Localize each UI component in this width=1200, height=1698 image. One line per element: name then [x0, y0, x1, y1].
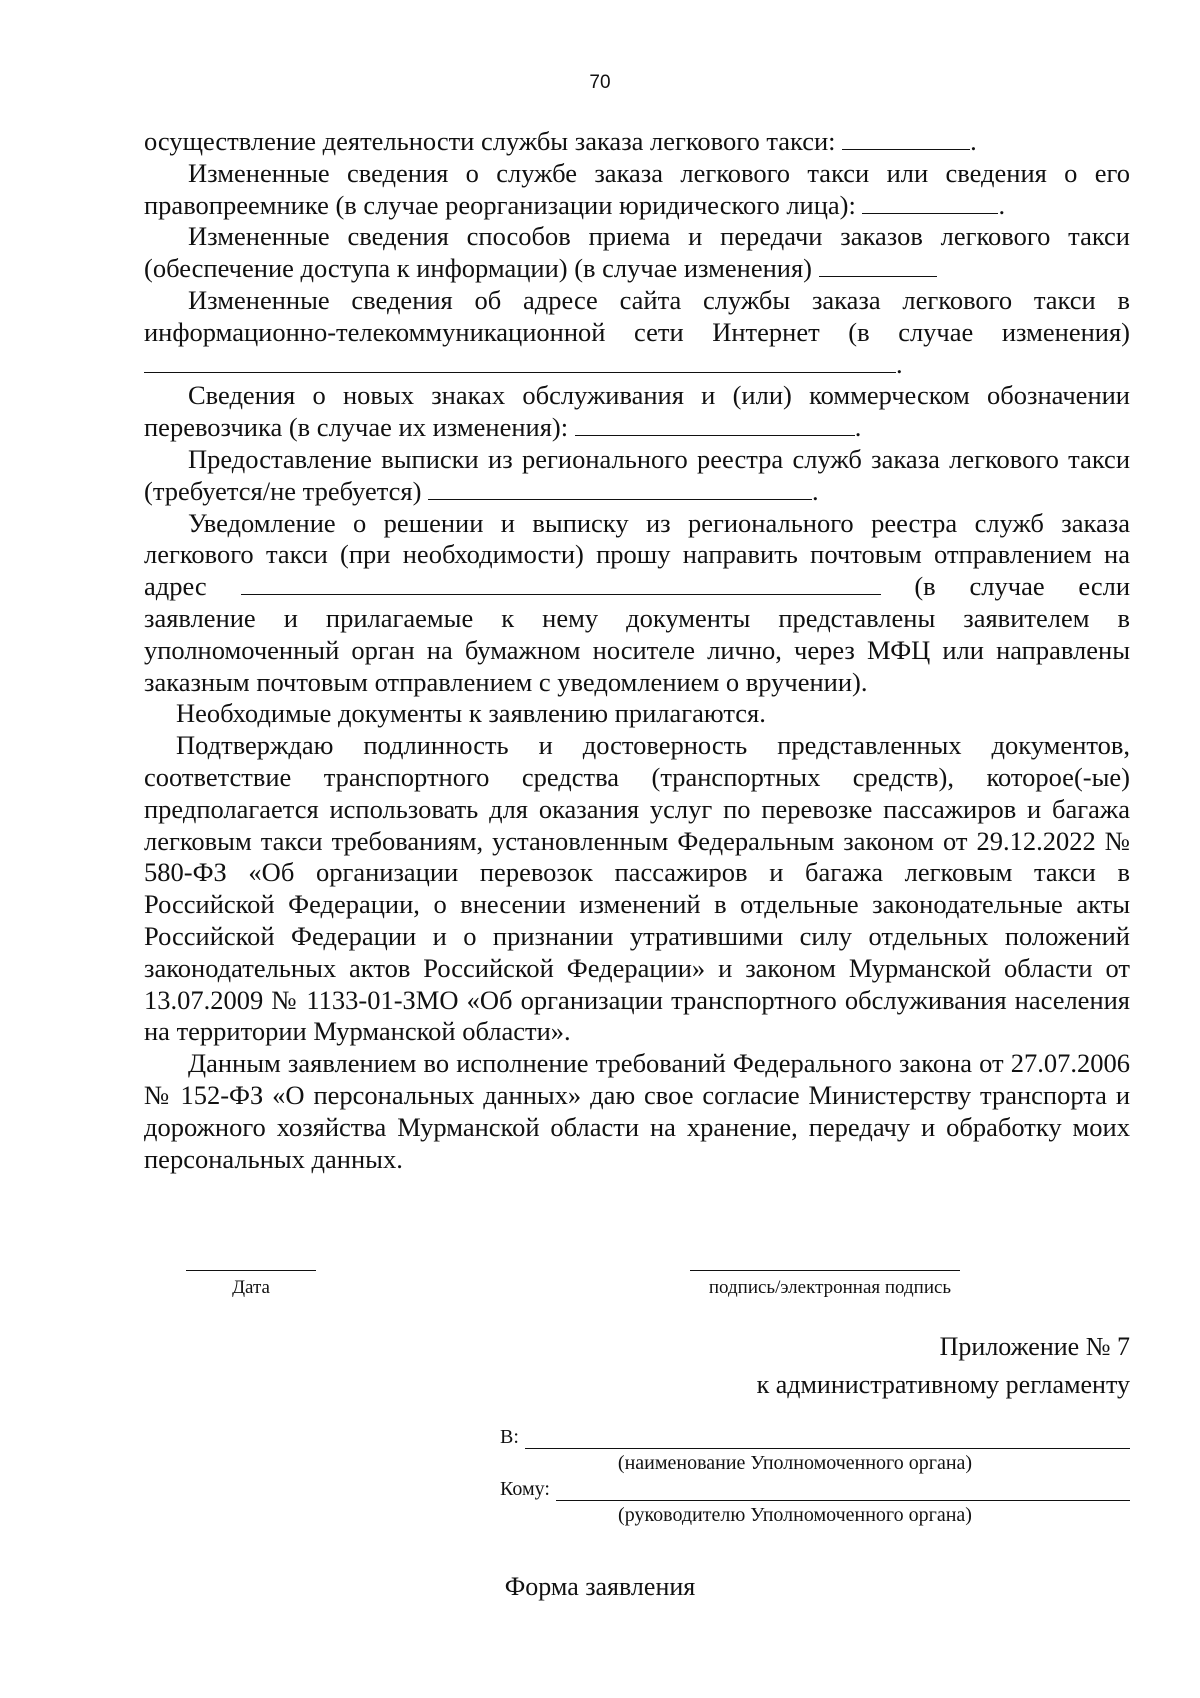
- recipient-authority-line: [525, 1428, 1130, 1449]
- page-number: 70: [589, 72, 611, 93]
- appendix-subtitle: к административному регламенту: [756, 1370, 1130, 1399]
- appendix-number: Приложение № 7: [939, 1332, 1130, 1361]
- fill-blank: [575, 413, 855, 436]
- paragraph-register-extract: Предоставление выписки из регионального реестра служб заказа легкового такси (требуется/не требуется) .: [144, 443, 1130, 506]
- document-body: [144, 126, 1130, 1175]
- recipient-person-line: [556, 1480, 1130, 1501]
- signature-line: [690, 1270, 960, 1271]
- date-signature-field: [186, 1270, 316, 1299]
- paragraph-changed-website: Измененные сведения об адресе сайта службы заказа легкового такси в информационно-телекоммуникационной сети Интернет (в случае изменения) .: [144, 284, 1130, 379]
- recipient-authority-label: В:: [500, 1426, 519, 1448]
- fill-blank: [144, 350, 896, 373]
- paragraph-changed-service-info: Измененные сведения о службе заказа легкового такси или сведения о его правопреемнике (в случае реорганизации юридического лица): .: [144, 157, 1130, 220]
- recipient-person-row: [500, 1478, 1130, 1501]
- recipient-authority-row: [500, 1426, 1130, 1449]
- recipient-authority-caption: (наименование Уполномоченного органа): [617, 1452, 973, 1474]
- paragraph-attached-docs: Необходимые документы к заявлению прилагаются.: [176, 698, 766, 729]
- paragraph-notification-address: Уведомление о решении и выписку из регионального реестра служб заказа легкового такси (при необходимости) прошу направить почтовым отправлением на адрес (в случае если заявление и прилагаемые к нему документы представлены заявителем в уполномоченный орган на бумажном носителе лично, через МФЦ или направлены заказным почтовым отправлением с уведомлением о вручении).: [144, 507, 1131, 697]
- recipient-person-label: Кому:: [500, 1478, 550, 1500]
- fill-blank: [862, 191, 998, 214]
- appendix-heading: [757, 1328, 1130, 1404]
- recipient-person-caption: (руководителю Уполномоченного органа): [618, 1504, 972, 1526]
- signature-field: [690, 1270, 960, 1299]
- date-caption: Дата: [232, 1277, 270, 1298]
- fill-blank: [819, 254, 937, 277]
- date-line: [186, 1270, 316, 1271]
- paragraph-personal-data-consent: Данным заявлением во исполнение требований Федерального закона от 27.07.2006 № 152-ФЗ «О персональных данных» даю свое согласие Министерству транспорта и дорожного хозяйства Мурманской области на хранение, передачу и обработку моих персональных данных.: [144, 1048, 1130, 1174]
- paragraph-trademarks: Сведения о новых знаках обслуживания и (или) коммерческом обозначении перевозчика (в случае их изменения): .: [144, 380, 1130, 443]
- fill-blank: [842, 127, 970, 150]
- paragraph-activity: осуществление деятельности службы заказа легкового такси: .: [144, 126, 977, 156]
- paragraph-changed-order-methods: Измененные сведения способов приема и передачи заказов легкового такси (обеспечение доступа к информации) (в случае изменения): [144, 221, 1130, 284]
- fill-blank: [428, 477, 812, 500]
- fill-blank: [241, 572, 881, 595]
- paragraph-confirmation: Подтверждаю подлинность и достоверность представленных документов, соответствие транспортного средства (транспортных средств), которое(-ые) предполагается использовать для оказания услуг по перевозке пассажиров и багажа легковым такси требованиям, установленным Федеральным законом от 29.12.2022 № 580-ФЗ «Об организации перевозок пассажиров и багажа легковым такси в Российской Федерации, о внесении изменений в отдельные законодательные акты Российской Федерации и о признании утратившими силу отдельных положений законодательных актов Российской Федерации» и законом Мурманской области от 13.07.2009 № 1133-01-ЗМО «Об организации транспортного обслуживания населения на территории Мурманской области».: [144, 730, 1130, 1047]
- form-title: Форма заявления: [504, 1572, 696, 1601]
- signature-caption: подпись/электронная подпись: [708, 1277, 952, 1298]
